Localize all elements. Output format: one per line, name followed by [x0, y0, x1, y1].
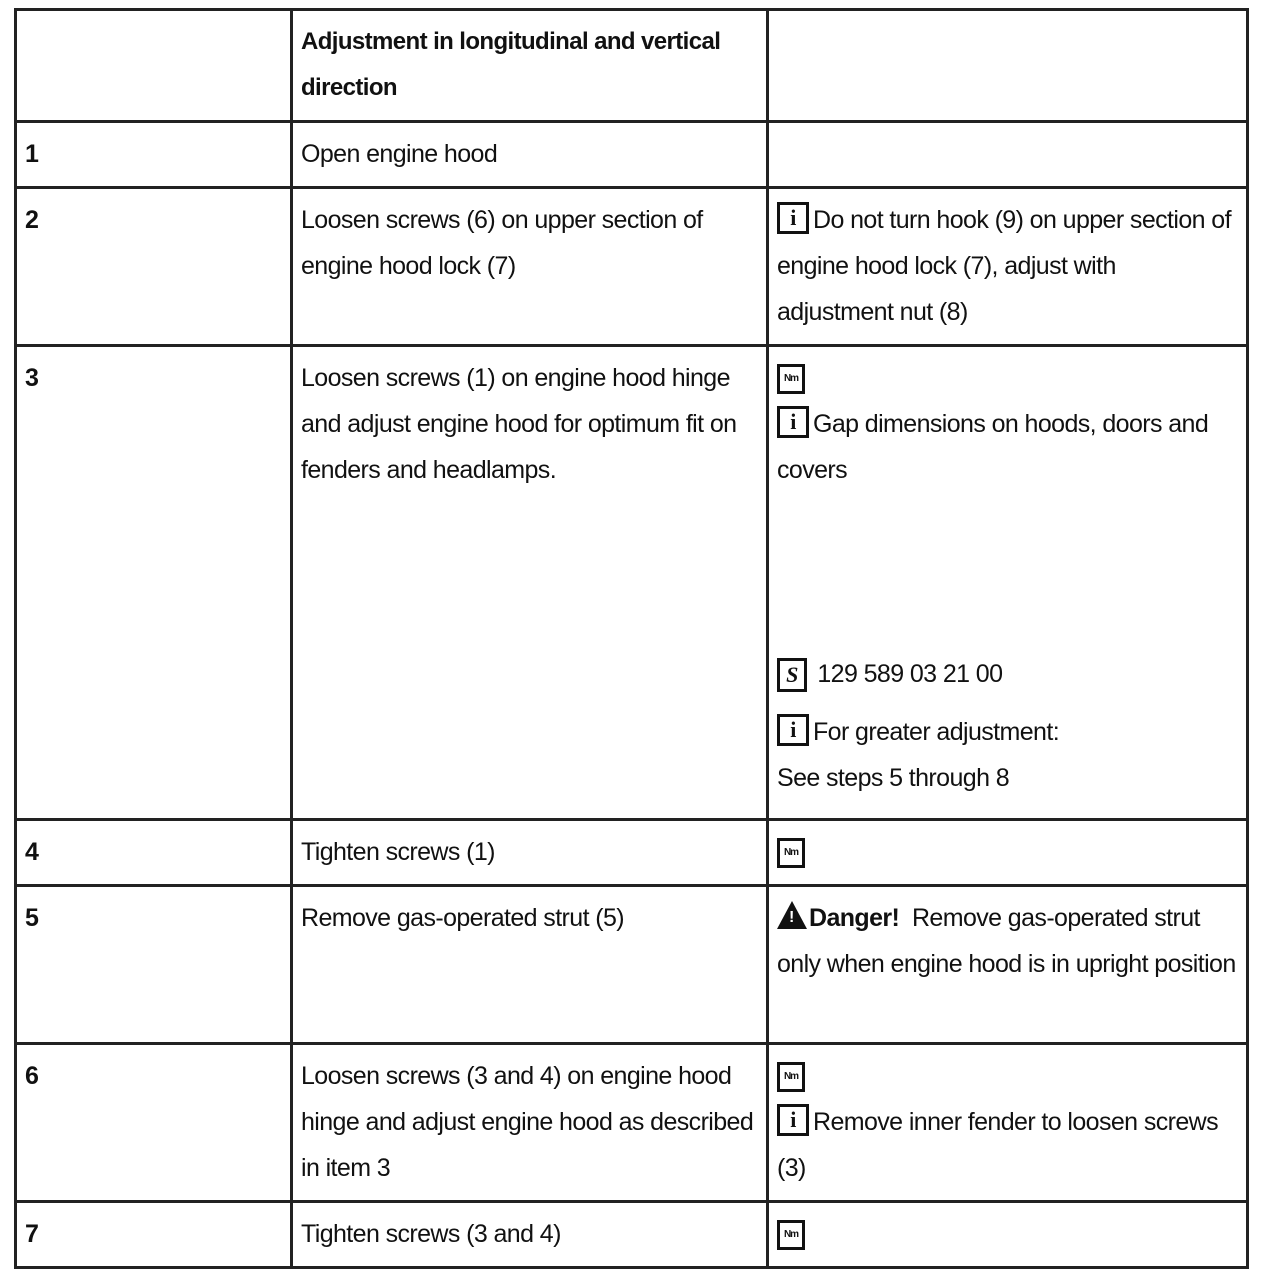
table-header-row — [16, 10, 1248, 122]
step-notes — [768, 122, 1248, 188]
tool-line — [777, 651, 1238, 697]
step-action: Tighten screws (1) — [292, 820, 768, 886]
step-number: 6 — [16, 1044, 292, 1202]
step-action: Tighten screws (3 and 4) — [292, 1202, 768, 1268]
note-text: Remove inner fender to loosen screws (3) — [777, 1108, 1218, 1182]
warning-triangle-icon — [777, 901, 807, 929]
note-text: Gap dimensions on hoods, doors and covers — [777, 410, 1209, 484]
table-row — [16, 886, 1248, 1044]
step-notes — [768, 820, 1248, 886]
table-row — [16, 1202, 1248, 1268]
table-row — [16, 1044, 1248, 1202]
procedure-sheet — [14, 8, 1250, 1278]
torque-icon: Nm — [777, 1220, 805, 1250]
table-row — [16, 346, 1248, 820]
torque-line — [777, 355, 1238, 401]
info-icon: i — [777, 406, 809, 438]
tool-number: 129 589 03 21 00 — [817, 660, 1003, 688]
step-action: Remove gas-operated strut (5) — [292, 886, 768, 1044]
step-number: 7 — [16, 1202, 292, 1268]
info-icon: i — [777, 202, 809, 234]
header-notes-cell — [768, 10, 1248, 122]
step-number: 4 — [16, 820, 292, 886]
header-title: Adjustment in longitudinal and vertical direction — [292, 10, 768, 122]
step-notes — [768, 1202, 1248, 1268]
step-action: Open engine hood — [292, 122, 768, 188]
see-steps-text: See steps 5 through 8 — [777, 764, 1010, 792]
step-notes — [768, 188, 1248, 346]
special-tool-icon: S — [777, 658, 807, 692]
step-number: 3 — [16, 346, 292, 820]
gap-note-line — [777, 401, 1238, 493]
info-icon: i — [777, 714, 809, 746]
danger-text: Remove gas-operated strut only when engine hood is in upright position — [777, 904, 1236, 978]
greater-adjustment-line — [777, 709, 1238, 755]
table-row — [16, 188, 1248, 346]
torque-line — [777, 1053, 1238, 1099]
table-row — [16, 122, 1248, 188]
procedure-table — [14, 8, 1249, 1269]
danger-label: Danger! — [809, 904, 900, 932]
table-row — [16, 820, 1248, 886]
step-action: Loosen screws (3 and 4) on engine hood hinge and adjust engine hood as described in item 3 — [292, 1044, 768, 1202]
torque-icon: Nm — [777, 838, 805, 868]
torque-icon: Nm — [777, 364, 805, 394]
step-action: Loosen screws (6) on upper section of engine hood lock (7) — [292, 188, 768, 346]
torque-icon: Nm — [777, 1062, 805, 1092]
info-icon: i — [777, 1104, 809, 1136]
step-number: 2 — [16, 188, 292, 346]
step-notes — [768, 1044, 1248, 1202]
step-action: Loosen screws (1) on engine hood hinge and adjust engine hood for optimum fit on fenders and headlamps. — [292, 346, 768, 820]
header-step-cell — [16, 10, 292, 122]
note-text: Do not turn hook (9) on upper section of engine hood lock (7), adjust with adjustment nut (8) — [777, 206, 1231, 326]
step-notes — [768, 346, 1248, 820]
note-text: For greater adjustment: — [813, 718, 1060, 746]
step-number: 1 — [16, 122, 292, 188]
step-number: 5 — [16, 886, 292, 1044]
step-notes — [768, 886, 1248, 1044]
